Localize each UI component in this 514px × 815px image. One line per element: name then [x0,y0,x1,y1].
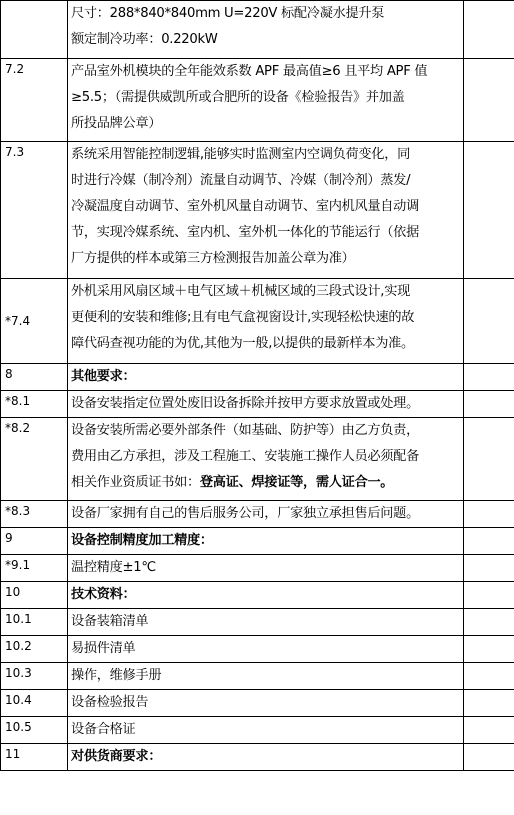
remark-cell [464,59,514,142]
remark-cell [464,142,514,279]
remark-cell [464,690,514,717]
remark-cell [464,744,514,771]
row-number: *8.3 [1,501,68,528]
remark-cell [464,582,514,609]
row-number: 7.3 [1,142,68,279]
table-row [1,744,514,771]
remark-cell [464,501,514,528]
row-content [68,279,464,364]
section-heading: 其他要求： [68,364,464,391]
row-content [68,59,464,142]
table-row [1,663,514,690]
content-line: 系统采用智能控制逻辑,能够实时监测室内空调负荷变化，同 [71,147,410,162]
remark-cell [464,391,514,418]
row-content: 设备检验报告 [68,690,464,717]
certificate-requirement: 登高证、焊接证等，需人证合一。 [199,475,394,490]
content-line: 设备安装所需必要外部条件（如基础、防护等）由乙方负责， [71,423,419,438]
row-number: 9 [1,528,68,555]
row-content: 操作，维修手册 [68,663,464,690]
row-number: 11 [1,744,68,771]
row-content: 设备合格证 [68,717,464,744]
table-row [1,528,514,555]
content-line: 外机采用风扇区域＋电气区域＋机械区域的三段式设计,实现 [71,284,410,299]
row-number: 8 [1,364,68,391]
table-row [1,418,514,501]
content-line: 更便利的安装和维修;且有电气盒视窗设计,实现轻松快速的故 [71,310,415,325]
row-content: 设备安装指定位置处废旧设备拆除并按甲方要求放置或处理。 [68,391,464,418]
remark-cell [464,717,514,744]
content-text: 相关作业资质证书如： [71,475,200,490]
table-row [1,582,514,609]
content-line: 冷凝温度自动调节、室外机风量自动调节、室内机风量自动调 [71,199,419,214]
table-row [1,555,514,582]
row-number: 10.5 [1,717,68,744]
row-content: 设备厂家拥有自己的售后服务公司，厂家独立承担售后问题。 [68,501,464,528]
remark-cell [464,279,514,364]
row-content: 易损件清单 [68,636,464,663]
row-content [68,418,464,501]
section-heading: 设备控制精度加工精度： [68,528,464,555]
table-row [1,501,514,528]
remark-cell [464,555,514,582]
table-row [1,1,514,59]
row-number: *8.1 [1,391,68,418]
content-line: 产品室外机模块的全年能效系数 APF 最高值≥6 且平均 APF 值 [71,64,428,79]
table-row [1,609,514,636]
row-number: 10.2 [1,636,68,663]
row-number: *9.1 [1,555,68,582]
table-row [1,364,514,391]
content-line: 障代码查视功能的为优,其他为一般,以提供的最新样本为准。 [71,336,414,351]
remark-cell [464,609,514,636]
content-line: 厂方提供的样本或第三方检测报告加盖公章为准） [71,251,355,266]
content-line: 节，实现冷媒系统、室内机、室外机一体化的节能运行（依据 [71,225,419,240]
table-row [1,690,514,717]
content-line: 时进行冷媒（制冷剂）流量自动调节、冷媒（制冷剂）蒸发/ [71,173,411,188]
table-row [1,391,514,418]
remark-cell [464,636,514,663]
remark-cell [464,418,514,501]
content-line: 所投品牌公章） [71,116,162,131]
row-content [68,1,464,59]
content-line: 额定制冷功率：0.220kW [71,32,218,47]
table-row [1,279,514,364]
table-row [1,59,514,142]
row-number: 10 [1,582,68,609]
table-row [1,142,514,279]
table-row [1,717,514,744]
remark-cell [464,1,514,59]
content-line: ≥5.5；（需提供威凯所或合肥所的设备《检验报告》并加盖 [71,90,405,105]
content-line: 尺寸：288*840*840mm U=220V 标配冷凝水提升泵 [71,6,385,21]
row-number [1,1,68,59]
row-number: *8.2 [1,418,68,501]
section-heading: 技术资料： [68,582,464,609]
content-line [71,470,463,496]
row-content: 设备装箱清单 [68,609,464,636]
table-row [1,636,514,663]
row-number: 10.4 [1,690,68,717]
remark-cell [464,528,514,555]
row-number: 10.1 [1,609,68,636]
row-number: *7.4 [1,279,68,364]
row-number: 10.3 [1,663,68,690]
remark-cell [464,663,514,690]
row-number: 7.2 [1,59,68,142]
row-content [68,142,464,279]
row-content: 温控精度±1℃ [68,555,464,582]
section-heading: 对供货商要求： [68,744,464,771]
remark-cell [464,364,514,391]
content-line: 费用由乙方承担，涉及工程施工、安装施工操作人员必须配备 [71,449,419,464]
